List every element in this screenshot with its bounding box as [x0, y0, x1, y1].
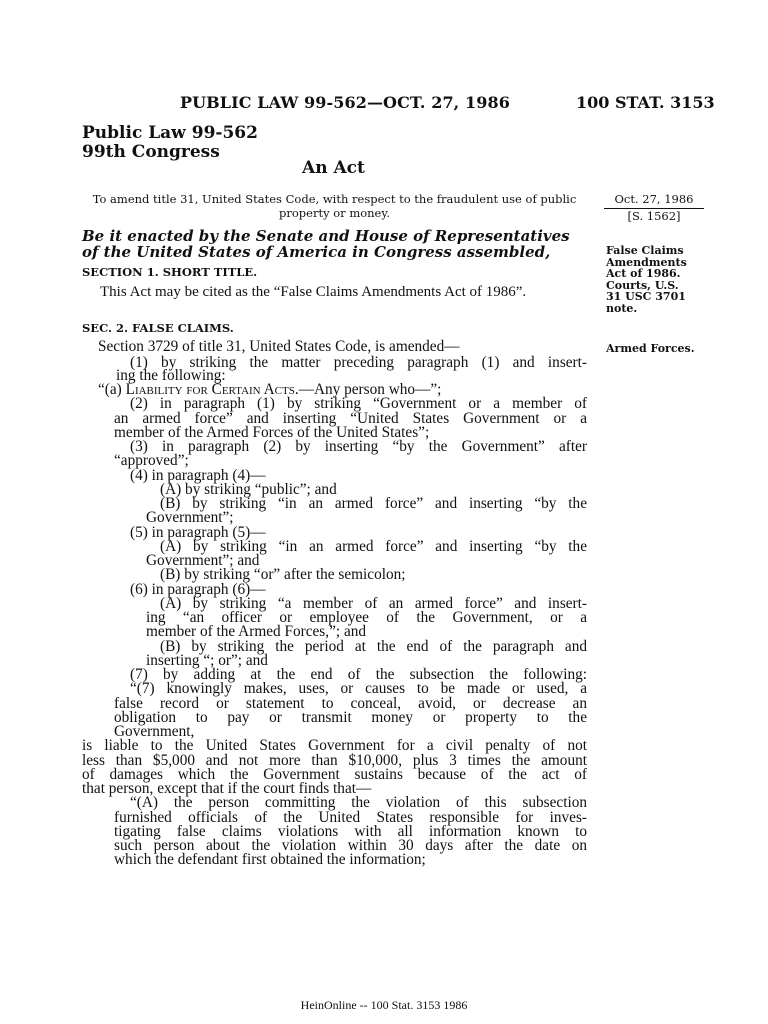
- body-line: false record or statement to conceal, avoid, or decrease an: [114, 695, 587, 712]
- running-head: PUBLIC LAW 99-562—OCT. 27, 1986: [180, 93, 510, 112]
- body-line: of damages which the Government sustains because of the act of: [82, 766, 587, 783]
- bill-number: [S. 1562]: [627, 209, 681, 223]
- body-line: (A) by striking “a member of an armed force” and insert-: [160, 595, 587, 612]
- body-line: ing “an officer or employee of the Government, or a: [146, 609, 587, 626]
- body-line: which the defendant first obtained the information;: [114, 851, 426, 868]
- congress-number: 99th Congress: [82, 142, 220, 162]
- body-line: member of the Armed Forces of the United States”;: [114, 424, 430, 441]
- body-line: that person, except that if the court finds that—: [82, 780, 372, 797]
- body-line: (4) in paragraph (4)—: [130, 467, 266, 484]
- section-1-text: This Act may be cited as the “False Claims Amendments Act of 1986”.: [100, 284, 527, 300]
- body-line: (7) by adding at the end of the subsection the following:: [130, 666, 587, 683]
- margin-note-line: 31 USC 3701: [606, 290, 686, 303]
- body-line: less than $5,000 and not more than $10,000, plus 3 times the amount: [82, 752, 587, 769]
- subsection-a-prefix: “(a): [98, 381, 126, 398]
- section-1-heading: SECTION 1. SHORT TITLE.: [82, 265, 258, 279]
- body-line: tigating false claims violations with all information known to: [114, 823, 587, 840]
- body-line: furnished officials of the United States responsible for inves-: [114, 809, 587, 826]
- margin-note-line: Amendments: [606, 255, 687, 269]
- body-line: ing the following:: [116, 367, 226, 384]
- body-line: (3) in paragraph (2) by inserting “by the Government” after: [130, 438, 587, 455]
- body-line: (2) in paragraph (1) by striking “Government or a member of: [130, 395, 587, 412]
- side-date-note: [604, 192, 704, 224]
- body-line: (B) by striking the period at the end of the paragraph and: [160, 638, 587, 655]
- enacting-clause: Be it enacted by the Senate and House of Representatives of the United States of America in Congress assembled,: [82, 227, 570, 261]
- purpose-statement: To amend title 31, United States Code, with respect to the fraudulent use of public property or money.: [92, 192, 577, 220]
- body-line: (A) by striking “public”; and: [160, 481, 337, 498]
- body-line: Government,: [114, 723, 195, 740]
- body-line: (6) in paragraph (6)—: [130, 581, 266, 598]
- body-line: obligation to pay or transmit money or property to the: [114, 709, 587, 726]
- body-line: (B) by striking “in an armed force” and inserting “by the: [160, 495, 587, 512]
- margin-note-false-claims: [606, 245, 687, 314]
- public-law-number: Public Law 99-562: [82, 123, 258, 143]
- body-line: is liable to the United States Government for a civil penalty of not: [82, 737, 587, 754]
- body-line: Government”;: [146, 509, 234, 526]
- body-line: (A) by striking “in an armed force” and inserting “by the: [160, 538, 587, 555]
- subsection-a-heading: Liability for Certain Acts: [125, 381, 295, 398]
- body-line: (5) in paragraph (5)—: [130, 524, 266, 541]
- enactment-date: Oct. 27, 1986: [604, 192, 704, 209]
- body-line: (B) by striking “or” after the semicolon;: [160, 566, 406, 583]
- margin-note-line: Courts, U.S.: [606, 278, 679, 292]
- body-line: Section 3729 of title 31, United States Code, is amended—: [98, 338, 460, 355]
- an-act-title: An Act: [302, 158, 365, 178]
- margin-note-line: False Claims: [606, 244, 684, 257]
- body-line: inserting “; or”; and: [146, 652, 268, 669]
- body-line: Government”; and: [146, 552, 260, 569]
- body-line: “(7) knowingly makes, uses, or causes to be made or used, a: [130, 680, 587, 697]
- section-2-heading: SEC. 2. FALSE CLAIMS.: [82, 321, 234, 335]
- body-line: “approved”;: [114, 452, 189, 469]
- body-line: (1) by striking the matter preceding paragraph (1) and insert-: [130, 354, 587, 371]
- body-line: an armed force” and inserting “United States Government or a: [114, 410, 587, 427]
- heinonline-footer: HeinOnline -- 100 Stat. 3153 1986: [300, 998, 468, 1012]
- body-line: “(A) the person committing the violation of this subsection: [130, 794, 587, 811]
- margin-note-armed-forces: Armed Forces.: [606, 342, 695, 355]
- margin-note-line: note.: [606, 301, 638, 315]
- subsection-a-suffix: .—Any person who—”;: [294, 381, 442, 398]
- body-line: such person about the violation within 30 days after the date on: [114, 837, 587, 854]
- stat-page-number: 100 STAT. 3153: [576, 93, 715, 112]
- margin-note-line: Act of 1986.: [606, 267, 681, 280]
- body-line: member of the Armed Forces,”; and: [146, 623, 367, 640]
